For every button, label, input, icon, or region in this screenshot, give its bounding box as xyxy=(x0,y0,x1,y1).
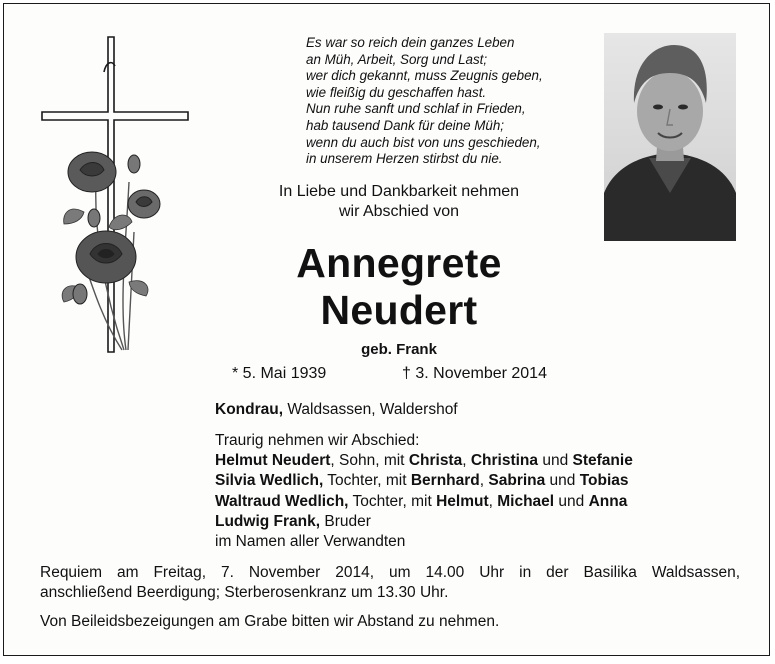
condolence-note: Von Beileidsbezeigungen am Grabe bitten wir Abstand zu nehmen. xyxy=(40,613,500,630)
mourners-closing: im Namen aller Verwandten xyxy=(215,533,406,551)
partner-name: Helmut xyxy=(436,492,489,510)
partner-name: Anna xyxy=(588,492,628,510)
text: und xyxy=(538,452,573,470)
text: , xyxy=(462,452,471,470)
mourner-row xyxy=(215,451,633,471)
birth-date: * 5. Mai 1939 xyxy=(232,365,327,382)
poem-line: Nun ruhe sanft und schlaf in Frieden, xyxy=(306,101,526,117)
requiem-info xyxy=(40,563,740,603)
mourner-row xyxy=(215,471,633,491)
partner-name: Christa xyxy=(408,452,463,470)
mourner-row xyxy=(215,512,633,532)
text: , Sohn, mit xyxy=(330,452,409,470)
maiden-name: geb. Frank xyxy=(361,341,437,358)
poem-line: in unserem Herzen stirbst du nie. xyxy=(306,151,503,167)
mourners-list xyxy=(215,431,633,552)
intro-line: wir Abschied von xyxy=(338,203,460,220)
poem-line: wenn du auch bist von uns geschieden, xyxy=(306,134,541,150)
other-places: Waldsassen, Waldershof xyxy=(283,401,458,418)
mourner-name: Silvia Wedlich, xyxy=(215,472,324,490)
text: Tochter, mit xyxy=(348,492,437,510)
mourner-row xyxy=(215,492,633,512)
text: Tochter, mit xyxy=(323,472,411,490)
poem xyxy=(306,35,543,168)
main-place: Kondrau, xyxy=(215,401,284,418)
poem-line: wer dich gekannt, muss Zeugnis geben, xyxy=(306,68,543,84)
poem-line: an Müh, Arbeit, Sorg und Last; xyxy=(306,51,488,67)
text: , xyxy=(479,472,489,490)
poem-line: Es war so reich dein ganzes Leben xyxy=(306,35,515,50)
last-name: Neudert xyxy=(320,287,478,333)
text: Bruder xyxy=(320,512,371,530)
requiem-line: anschließend Beerdigung; Sterberosenkranz um 13.30 Uhr. xyxy=(40,584,449,601)
first-name: Annegrete xyxy=(296,240,502,286)
partner-name: Stefanie xyxy=(572,452,633,470)
death-date: † 3. November 2014 xyxy=(402,365,547,382)
intro-text xyxy=(204,182,594,222)
places xyxy=(215,401,458,419)
mourner-name: Ludwig Frank, xyxy=(215,512,321,530)
cross-with-roses-icon xyxy=(34,32,204,362)
portrait-photo xyxy=(604,33,736,241)
mourner-name: Waltraud Wedlich, xyxy=(215,492,349,510)
text: und xyxy=(545,472,580,490)
poem-line: hab tausend Dank für deine Müh; xyxy=(306,117,505,133)
partner-name: Christina xyxy=(470,452,539,470)
mourners-heading: Traurig nehmen wir Abschied: xyxy=(215,432,420,449)
obituary-notice xyxy=(3,3,770,656)
text: und xyxy=(554,492,589,510)
poem-line: wie fleißig du geschaffen hast. xyxy=(306,84,487,100)
partner-name: Sabrina xyxy=(488,472,546,490)
partner-name: Michael xyxy=(497,492,555,510)
text: , xyxy=(488,492,498,510)
partner-name: Bernhard xyxy=(410,472,480,490)
intro-line: In Liebe und Dankbarkeit nehmen xyxy=(278,183,520,200)
mourner-name: Helmut Neudert xyxy=(215,452,331,470)
partner-name: Tobias xyxy=(579,472,629,490)
deceased-name xyxy=(204,240,594,334)
requiem-line: Requiem am Freitag, 7. November 2014, um 14.00 Uhr in der Basilika Waldsassen, xyxy=(40,564,740,581)
